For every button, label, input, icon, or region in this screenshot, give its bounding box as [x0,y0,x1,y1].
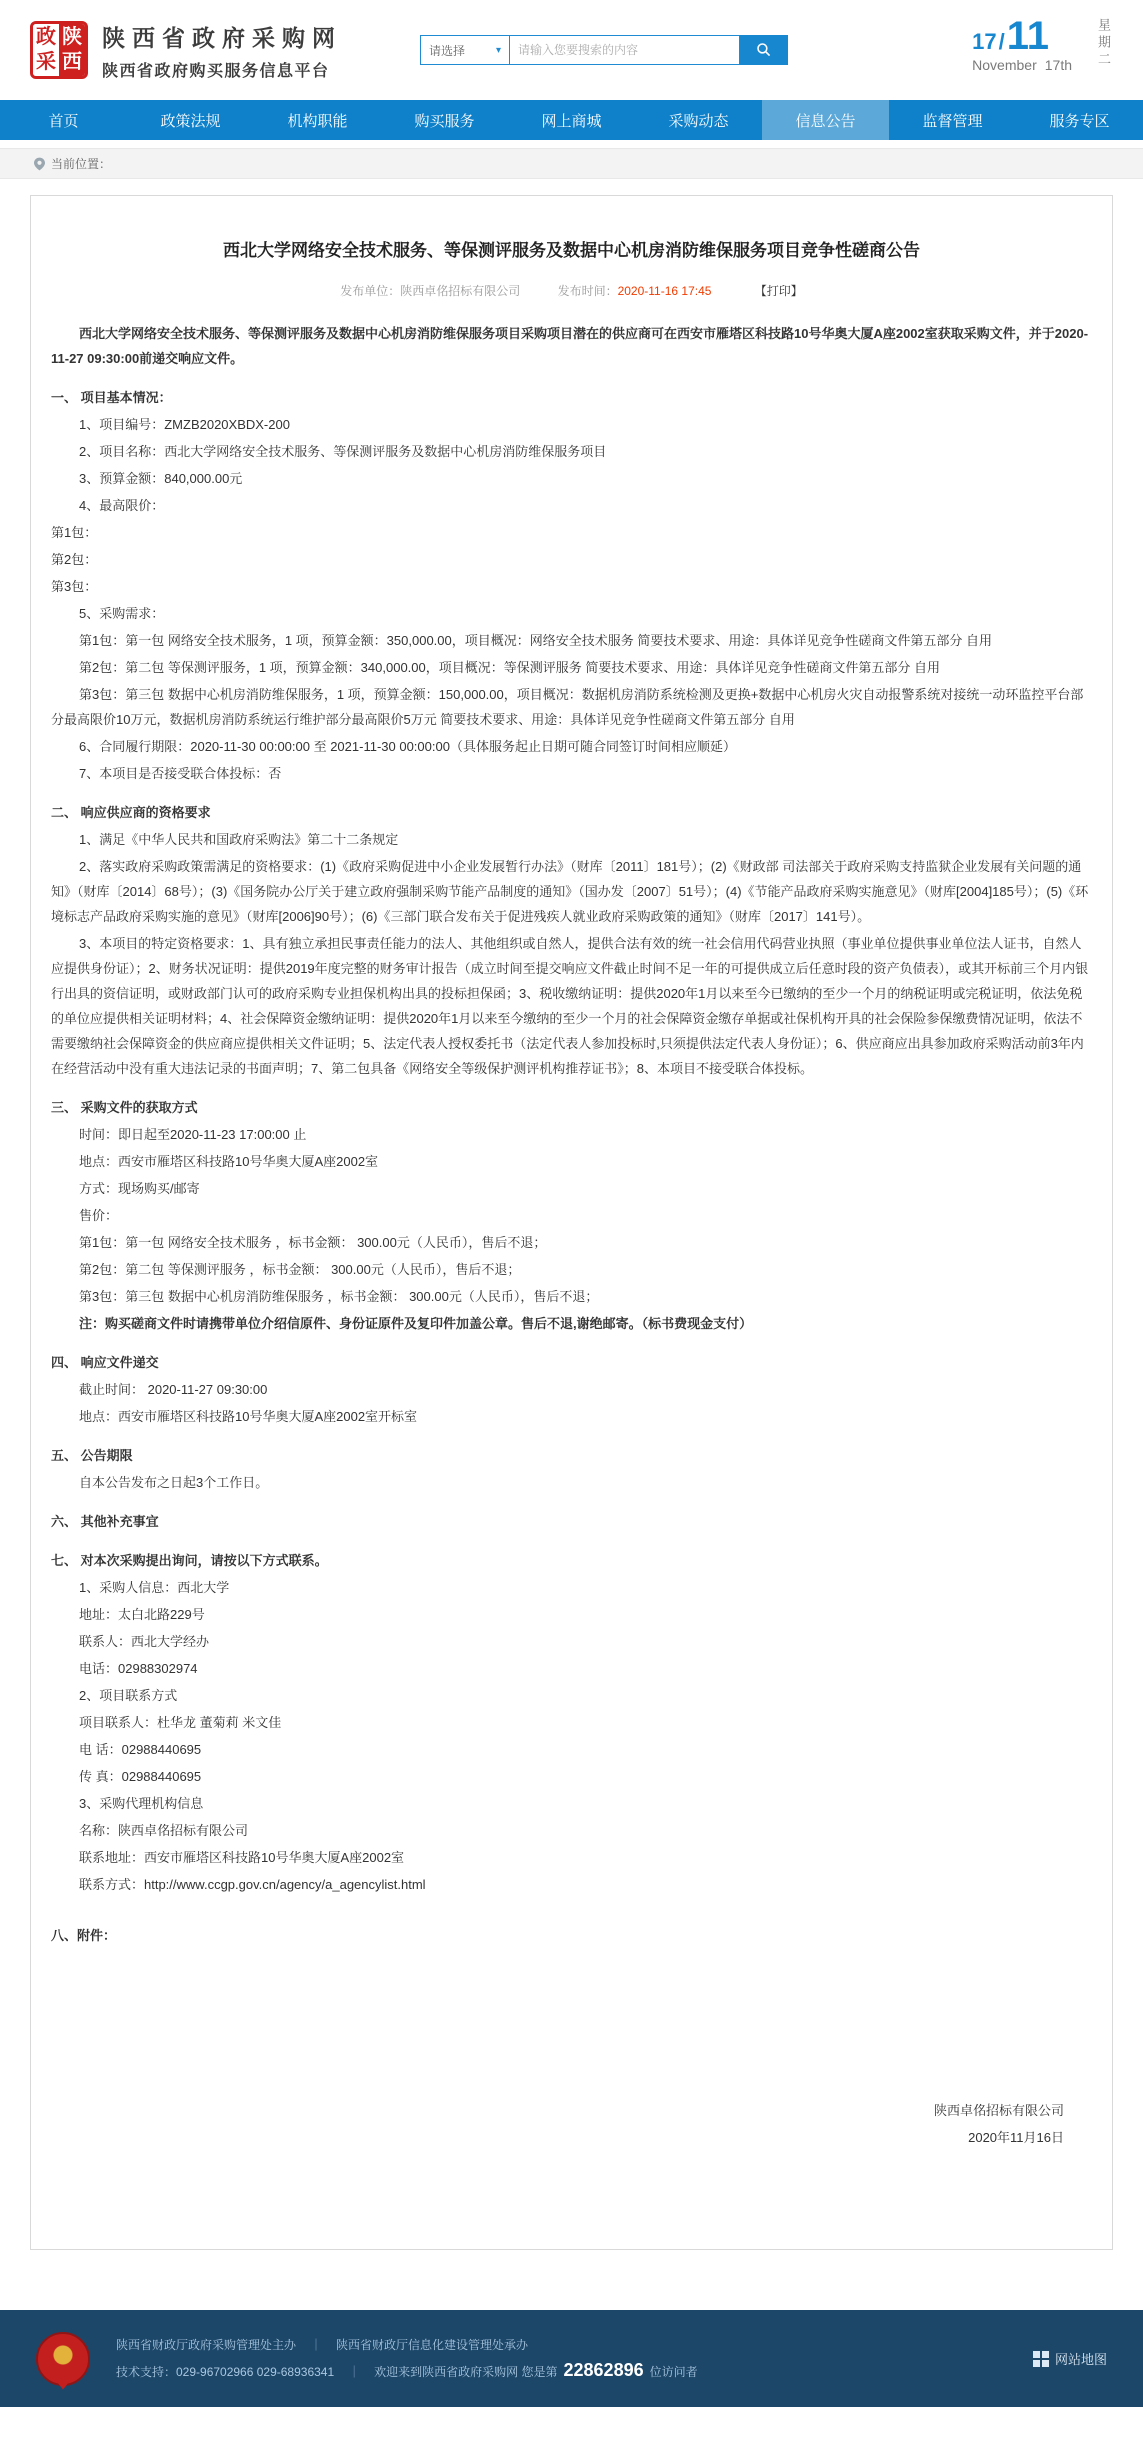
article-paragraph: 传 真：02988440695 [79,1769,202,1784]
search-bar [420,35,788,65]
visitor-count: 22862896 [563,2360,644,2380]
article-paragraph: 一、 项目基本情况： [51,390,172,405]
nav-item[interactable]: 首页 [48,112,79,130]
article-paragraph: 联系地址：西安市雁塔区科技路10号华奥大厦A座2002室 [79,1850,405,1865]
nav-item[interactable]: 采购动态 [668,112,729,130]
article-paragraph: 3、采购代理机构信息 [79,1796,204,1811]
site-subtitle: 陕西省政府购买服务信息平台 [102,62,330,80]
article-paragraph: 二、 响应供应商的资格要求 [51,805,211,820]
publisher-name: 陕西卓佲招标有限公司 [400,284,521,298]
footer-info [116,2329,698,2388]
article-paragraph: 3、预算金额：840,000.00元 [79,471,243,486]
article-paragraph: 第3包：第三包 数据中心机房消防维保服务，1 项，预算金额：150,000.00，项目概况：数据机房消防系统检测及更换+数据中心机房火灾自动报警系统对接统一动环监控平台部分最高限价10万元，数据机房消防系统运行维护部分最高限价5万元 简要技术要求、用途：具体详见竞争性磋商文件第五部分 自用 [51,687,1084,727]
article-paragraph: 六、 其他补充事宜 [51,1514,159,1529]
article-paragraph: 地点：西安市雁塔区科技路10号华奥大厦A座2002室 [79,1154,379,1169]
article-paragraph: 电话：02988302974 [79,1661,198,1676]
breadcrumb-label: 当前位置： [51,157,112,171]
date-month: 11 [1006,14,1050,58]
announcement-card [30,195,1113,2250]
article-paragraph: 名称：陕西卓佲招标有限公司 [79,1823,249,1838]
article-paragraph: 七、 对本次采购提出询问，请按以下方式联系。 [51,1553,328,1568]
article-paragraph: 西北大学网络安全技术服务、等保测评服务及数据中心机房消防维保服务项目采购项目潜在的供应商可在西安市雁塔区科技路10号华奥大厦A座2002室获取采购文件，并于2020-11-27 09:30:00前递交响应文件。 [51,326,1089,366]
breadcrumb [0,148,1143,179]
article-paragraph: 联系人：西北大学经办 [79,1634,210,1649]
logo-char: 西 [62,51,82,73]
article-paragraph: 2020年11月16日 [968,2130,1064,2145]
site-header [0,0,1143,100]
article-paragraph: 第2包：第二包 等保测评服务，1 项，预算金额：340,000.00，项目概况：等保测评服务 简要技术要求、用途：具体详见竞争性磋商文件第五部分 自用 [79,660,940,675]
article-paragraph: 四、 响应文件递交 [51,1355,159,1370]
date-month-name: November [972,57,1037,73]
footer-separator: ｜ [310,2338,323,2352]
article-paragraph: 1、采购人信息：西北大学 [79,1580,230,1595]
chevron-down-icon: ▾ [495,44,501,56]
sitemap-link[interactable] [1033,2349,1107,2368]
logo-char: 采 [36,51,56,73]
article-meta [51,282,1092,299]
article-paragraph: 售价： [79,1208,119,1223]
date-weekday: 星期二 [1096,18,1111,69]
site-footer [0,2310,1143,2407]
footer-separator: ｜ [348,2365,361,2379]
location-pin-icon [34,157,45,171]
site-title: 陕西省政府采购网 [102,24,342,51]
article-paragraph: 地址：太白北路229号 [79,1607,205,1622]
footer-tech-support: 技术支持：029-96702966 029-68936341 [116,2365,335,2379]
logo-char: 陕 [62,26,82,48]
article-paragraph: 第2包：第二包 等保测评服务 ，标书金额： 300.00元（人民币），售后不退； [79,1262,521,1277]
article-title: 西北大学网络安全技术服务、等保测评服务及数据中心机房消防维保服务项目竞争性磋商公告 [223,241,920,260]
article-paragraph: 第2包： [51,552,98,567]
article-paragraph: 2、落实政府采购政策需满足的资格要求：(1)《政府采购促进中小企业发展暂行办法》（财库〔2011〕181号）；(2)《财政部 司法部关于政府采购支持监狱企业发展有关问题的通知》（财库〔2014〕68号）；(3)《国务院办公厅关于建立政府强制采购节能产品制度的通知》（国办发〔2007〕51号）；(4)《节能产品政府采购实施意见》（财库[2004]185号）；(5)《环境标志产品政府采购实施的意见》（财库[2006]90号）；(6)《三部门联合发布关于促进残疾人就业政府采购政策的通知》（财库〔2017〕141号）。 [51,859,1089,924]
sitemap-label: 网站地图 [1054,2352,1107,2367]
article-paragraph: 自本公告发布之日起3个工作日。 [79,1475,269,1490]
article-paragraph: 6、合同履行期限：2020-11-30 00:00:00 至 2021-11-30 00:00:00（具体服务起止日期可随合同签订时间相应顺延） [79,739,736,754]
search-input[interactable] [510,35,740,65]
article-paragraph: 7、本项目是否接受联合体投标：否 [79,766,282,781]
date-main [972,14,1080,73]
footer-welcome: 欢迎来到陕西省政府采购网 您是第 [374,2365,558,2379]
search-button[interactable] [740,35,788,65]
search-category-select[interactable] [420,35,510,65]
nav-item[interactable]: 信息公告 [762,100,889,140]
publish-time: 2020-11-16 17:45 [617,284,712,298]
nav-item[interactable]: 政策法规 [160,112,221,130]
nav-item[interactable]: 服务专区 [1049,112,1110,130]
article-paragraph: 陕西卓佲招标有限公司 [933,2103,1064,2118]
footer-host: 陕西省财政厅政府采购管理处主办 [116,2338,297,2352]
article-paragraph: 电 话：02988440695 [79,1742,202,1757]
date-slash: / [998,29,1005,54]
article-paragraph: 第1包：第一包 网络安全技术服务，1 项，预算金额：350,000.00，项目概况：网络安全技术服务 简要技术要求、用途：具体详见竞争性磋商文件第五部分 自用 [79,633,992,648]
print-button[interactable]: 【打印】 [754,284,803,298]
date-widget [972,14,1113,82]
article-paragraph: 1、项目编号：ZMZB2020XBDX-200 [79,417,290,432]
article-paragraph: 五、 公告期限 [51,1448,133,1463]
article-paragraph: 三、 采购文件的获取方式 [51,1100,198,1115]
footer-visitor-suffix: 位访问者 [649,2365,698,2379]
procurement-badge-icon [36,2332,90,2386]
search-select-label: 请选择 [429,43,466,58]
article-paragraph: 3、本项目的特定资格要求：1、具有独立承担民事责任能力的法人、其他组织或自然人，提供合法有效的统一社会信用代码营业执照（事业单位提供事业单位法人证书，自然人应提供身份证）；2、财务状况证明：提供2019年度完整的财务审计报告（成立时间至提交响应文件截止时间不足一年的可提供成立后任意时段的资产负债表），或其开标前三个月内银行出具的资信证明，或财政部门认可的政府采购专业担保机构出具的投标担保函；3、税收缴纳证明：提供2020年1月以来至今已缴纳的至少一个月的纳税证明或完税证明，依法免税的单位应提供相关证明材料；4、社会保障资金缴纳证明：提供2020年1月以来至今缴纳的至少一个月的社会保障资金缴存单据或社保机构开具的社会保险参保缴费情况证明，依法不需要缴纳社会保障资金的供应商应提供相关文件证明；5、法定代表人授权委托书（法定代表人参加投标时,只须提供法定代表人身份证）；6、供应商应出具参加政府采购活动前3年内在经营活动中没有重大违法记录的书面声明；7、第二包具备《网络安全等级保护测评机构推荐证书》；8、本项目不接受联合体投标。 [51,936,1089,1076]
article-paragraph: 第3包： [51,579,98,594]
sitemap-grid-icon [1033,2351,1049,2367]
logo-char: 政 [36,26,56,48]
article-paragraph: 时间：即日起至2020-11-23 17:00:00 止 [79,1127,307,1142]
date-day-ordinal: 17th [1044,57,1072,73]
publish-time-label: 发布时间： [557,284,618,298]
article-paragraph: 截止时间： 2020-11-27 09:30:00 [79,1382,268,1397]
footer-line-sponsor [116,2336,698,2353]
publisher-label: 发布单位： [340,284,401,298]
footer-organizer: 陕西省财政厅信息化建设管理处承办 [336,2338,529,2352]
article-paragraph: 地点：西安市雁塔区科技路10号华奥大厦A座2002室开标室 [79,1409,418,1424]
article-paragraph: 注：购买磋商文件时请携带单位介绍信原件、身份证原件及复印件加盖公章。售后不退,谢绝邮寄。（标书费现金支付） [79,1316,753,1331]
article-body [51,321,1092,2150]
site-titles [102,20,342,81]
site-logo-seal-icon [30,21,88,79]
article-paragraph: 联系方式：http://www.ccgp.gov.cn/agency/a_agencylist.html [79,1877,426,1892]
search-icon [756,42,772,58]
article-paragraph: 第3包：第三包 数据中心机房消防维保服务 ，标书金额： 300.00元（人民币），售后不退； [79,1289,599,1304]
article-paragraph: 2、项目名称：西北大学网络安全技术服务、等保测评服务及数据中心机房消防维保服务项目 [79,444,607,459]
article-paragraph: 方式：现场购买/邮寄 [79,1181,200,1196]
article-paragraph: 1、满足《中华人民共和国政府采购法》第二十二条规定 [79,832,399,847]
article-paragraph: 第1包：第一包 网络安全技术服务 ，标书金额： 300.00元（人民币），售后不退； [79,1235,547,1250]
footer-line-support [116,2360,698,2381]
nav-item[interactable]: 监督管理 [922,112,983,130]
nav-item[interactable]: 机构职能 [287,112,348,130]
date-day: 17 [972,29,997,54]
main-nav [0,100,1143,140]
date-words [972,57,1080,73]
article-paragraph: 八、附件： [51,1928,117,1943]
nav-item[interactable]: 购买服务 [414,112,475,130]
article-paragraph: 5、采购需求： [79,606,165,621]
nav-item[interactable]: 网上商城 [541,112,602,130]
article-paragraph: 第1包： [51,525,98,540]
article-paragraph: 4、最高限价： [79,498,165,513]
article-paragraph: 2、项目联系方式 [79,1688,178,1703]
article-paragraph: 项目联系人：杜华龙 董菊莉 米文佳 [79,1715,282,1730]
